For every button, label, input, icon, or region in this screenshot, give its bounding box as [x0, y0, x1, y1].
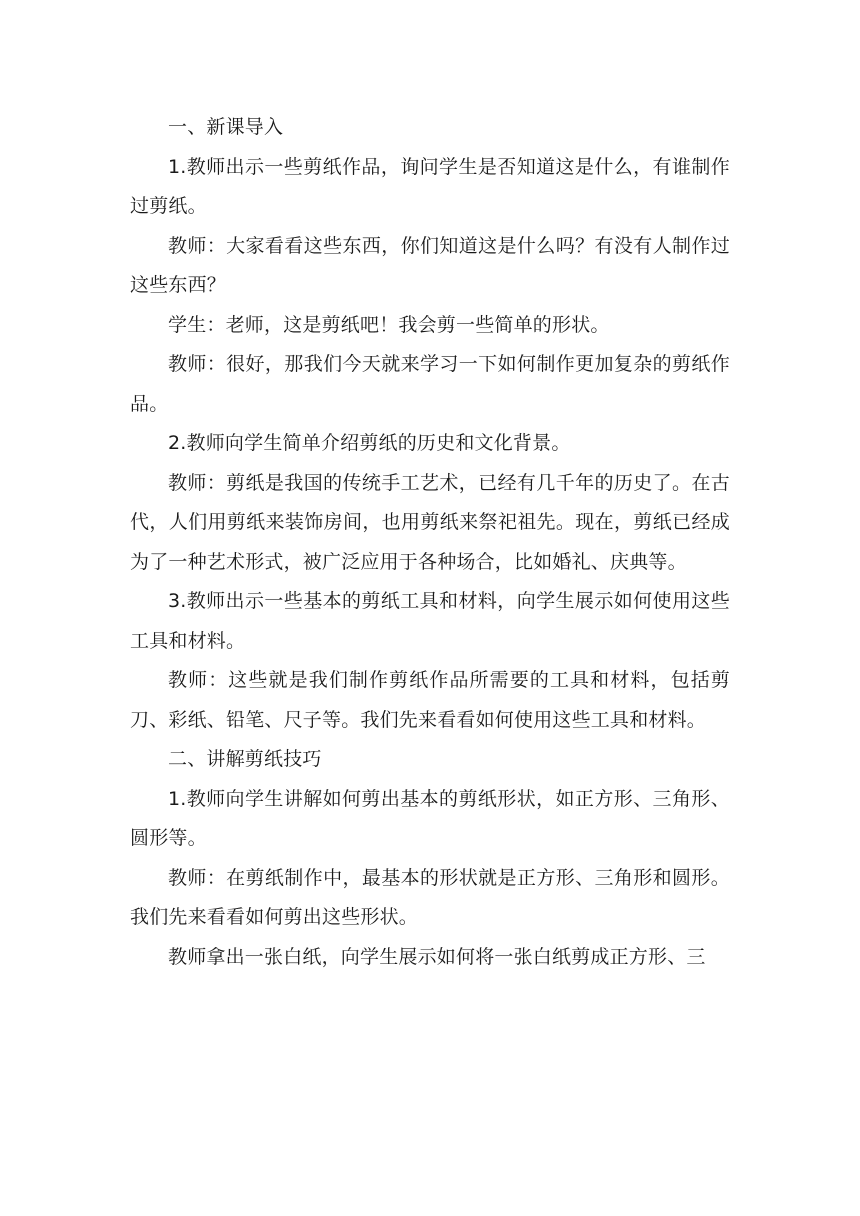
- dialogue-paragraph: 学生：老师，这是剪纸吧！我会剪一些简单的形状。: [168, 313, 610, 336]
- document-body: [130, 108, 730, 977]
- section-heading-techniques: 二、讲解剪纸技巧: [168, 748, 322, 770]
- paragraph: 1.教师向学生讲解如何剪出基本的剪纸形状，如正方形、三角形、圆形等。: [130, 787, 730, 849]
- paragraph: 3.教师出示一些基本的剪纸工具和材料，向学生展示如何使用这些工具和材料。: [130, 590, 730, 652]
- paragraph: 教师拿出一张白纸，向学生展示如何将一张白纸剪成正方形、三: [168, 945, 706, 968]
- dialogue-paragraph: 教师：很好，那我们今天就来学习一下如何制作更加复杂的剪纸作品。: [130, 353, 730, 415]
- dialogue-paragraph: 教师：大家看看这些东西，你们知道这是什么吗？有没有人制作过这些东西？: [130, 234, 730, 296]
- dialogue-paragraph: 教师：在剪纸制作中，最基本的形状就是正方形、三角形和圆形。我们先来看看如何剪出这些形状。: [130, 866, 730, 928]
- dialogue-paragraph: 教师：这些就是我们制作剪纸作品所需要的工具和材料，包括剪刀、彩纸、铅笔、尺子等。我们先来看看如何使用这些工具和材料。: [130, 669, 730, 731]
- paragraph: 2.教师向学生简单介绍剪纸的历史和文化背景。: [168, 432, 571, 454]
- paragraph: 1.教师出示一些剪纸作品，询问学生是否知道这是什么，有谁制作过剪纸。: [130, 155, 730, 217]
- section-heading-new-lesson: 一、新课导入: [168, 116, 284, 138]
- dialogue-paragraph: 教师：剪纸是我国的传统手工艺术，已经有几千年的历史了。在古代，人们用剪纸来装饰房间，也用剪纸来祭祀祖先。现在，剪纸已经成为了一种艺术形式，被广泛应用于各种场合，比如婚礼、庆典等。: [130, 471, 730, 573]
